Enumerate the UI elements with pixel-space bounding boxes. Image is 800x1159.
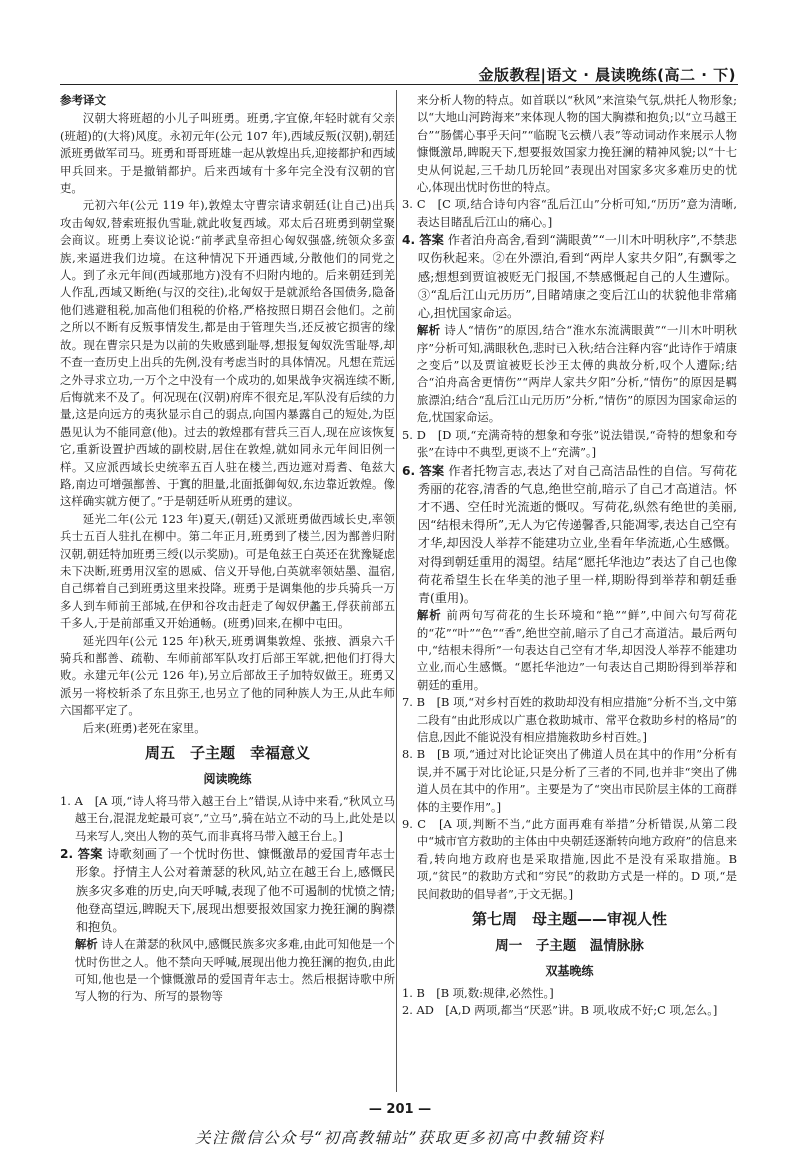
answer-7: 7. B [B 项,“对乡村百姓的救助却没有相应措施”分析不当,文中第二段有“由此形成以广惠仓救助城市、常平仓救助乡村的格局”的信息,因此不能说没有相应措施救助乡村百姓。] xyxy=(402,695,737,744)
translation-paragraph-4: 延光四年(公元 125 年)秋天,班勇调集敦煌、张掖、酒泉六千骑兵和鄯善、疏勒、车师前部军队攻打后部王军就,把他们打得大败。永建元年(公元 126 年),另立后部故王子加特奴做王。班勇又派另一将校斩杀了东且弥王,也另立了他的同种族人为王,从此车师六国都平定了。 xyxy=(60,633,395,718)
analysis-text: 诗人“情伤”的原因,结合“淮水东流满眼黄”“一川木叶明秋序”分析可知,满眼秋色,悲时已入秋;结合注释内容“此诗作于靖康之变后”以及贾谊被贬长沙王太傅的典故分析,叹个人遭际;结合“泊舟高舍更情伤”“两岸人家共夕阳”分析,“情伤”的原因是羁旅漂泊;结合“乱后江山元历历”分析,“情伤”的原因为国家命运的危,忧国家命运。 xyxy=(416,323,737,425)
answer-3: 3. C [C 项,结合诗句内容“乱后江山”分析可知,“历历”意为清晰,表达目睹乱后江山的痛心。] xyxy=(402,197,737,229)
answer-text: 诗歌刻画了一个忧时伤世、慷慨激昂的爱国青年志士形象。抒情主人公对着萧瑟的秋风,站立在越王台上,感慨民族多灾多难的历史,向天呼喊,表现了他不可遏制的忧愤之情;他登高望远,睥睨天下,展现出想要报效国家力挽狂澜的胸襟和抱负。 xyxy=(75,847,395,935)
analysis-continued: 来分析人物的特点。如首联以“秋风”来渲染气氛,烘托人物形象;以“大地山河跨海来”来体现人物的国大胸襟和抱负;以“立马越王台”“肠儒心事乎天问”“临睨飞云横八表”等动词动作来展示人物慷慨激昂,睥睨天下,想要报效国家力挽狂澜的精神风貌;以“十七史从何说起,三千劫几历轮回”表现出对国家多灾多难历史的忧心,体现出忧时伤世的特点。 xyxy=(416,93,737,195)
analysis-text: 前两句写荷花的生长环境和“艳”“鲜”,中间六句写荷花的“花”“叶”“色”“香”,绝世空前,暗示了自己才高道洁。最后两句中,“结根未得所”一句表达自己空有才华,却因没人举荐不能建功立业,而心生感慨。“愿托华池边”一句表达自己期盼得到举荐和朝廷的重用。 xyxy=(416,608,737,692)
translation-paragraph-3: 延光二年(公元 123 年)夏天,(朝廷)又派班勇做西域长史,率领兵士五百人驻扎在柳中。第二年正月,班勇到了楼兰,因为鄯善归附汉朝,朝廷特加班勇三绶(以示奖励)。可是龟兹王白英还在犹豫疑虑未下决断,班勇用汉室的恩威、信义开导他,白英就率领姑墨、温宿,自己绑着自己到班勇这里来投降。班勇于是调集他的步兵骑兵一万多人到车师前王部城,在伊和谷攻击赶走了匈奴伊蠡王,俘获前部五千多人,于是前部重又开始通畅。(班勇)回来,在柳中屯田。 xyxy=(60,511,395,631)
sub-heading: 周一 子主题 温情脉脉 xyxy=(495,938,644,955)
analysis-text: 诗人在萧瑟的秋风中,感慨民族多灾多难,由此可知他是一个忧时伤世之人。他不禁向天呼喊,展现出他力挽狂澜的抱负,由此可知,他也是一个慷慨激昂的爱国青年志士。然后根据诗歌中所写人物的行为、所写的景物等 xyxy=(74,937,395,1004)
sub-heading: 阅读晚练 xyxy=(203,772,252,787)
answer-6 xyxy=(402,462,737,608)
footer-note: 关注微信公众号“初高教辅站”获取更多初高中教辅资料 xyxy=(195,1129,605,1147)
right-column xyxy=(402,92,737,1092)
analysis-4 xyxy=(402,322,737,426)
sub-sub-heading: 双基晚练 xyxy=(545,964,594,979)
answer-2 xyxy=(60,845,395,936)
column-divider xyxy=(396,90,397,1092)
answer-text: 作者泊舟高舍,看到“满眼黄”“一川木叶明秋序”,不禁悲叹伤秋起来。②在外漂泊,看到“两岸人家共夕阳”,有飘零之感;想想到贾谊被贬无门报国,不禁感慨起自己的人生遭际。③“乱后江山元历历”,目睹靖康之变后江山的状貌他非常痛心,担忧国家命运。 xyxy=(417,233,737,321)
answer-label: 2. 答案 xyxy=(60,847,103,862)
translation-paragraph-1: 汉朝大将班超的小儿子叫班勇。班勇,字宜僚,年轻时就有父亲(班超)的(大将)风度。永初元年(公元 107 年),西域反叛(汉朝),朝廷派班勇做军司马。班勇和哥哥班雄一起从敦煌出兵,迎接都护和西域甲兵回来。于是撤销都护。后来西域有十多年完全没有汉朝的官吏。 xyxy=(60,111,395,196)
translation-paragraph-5: 后来(班勇)老死在家里。 xyxy=(82,720,206,735)
left-column xyxy=(60,92,395,1092)
answer-label: 6. 答案 xyxy=(402,463,445,478)
answer-8: 8. B [B 项,“通过对比论证突出了佛道人员在其中的作用”分析有误,并不属于对比论证,只是分析了三者的不同,也并非“突出了佛道人员在其中的作用”。主要是为了“突出市民阶层主体的工商群体的主要作用”。] xyxy=(402,747,737,814)
page-number: — 201 — xyxy=(368,1102,432,1117)
answer-5: 5. D [D 项,“充满奇特的想象和夸张”说法错误,“奇特的想象和夸张”在诗中不典型,更谈不上“充满”。] xyxy=(402,427,737,460)
analysis-label: 解析 xyxy=(74,937,98,952)
answer-basic-2: 2. AD [A,D 两项,都当“厌恶”讲。B 项,收成不好;C 项,怎么。] xyxy=(402,1003,718,1018)
analysis-6 xyxy=(402,607,737,694)
header-title: 金版教程|语文 · 晨读晚练(高二 · 下) xyxy=(478,66,736,84)
week-heading: 第七周 母主题——审视人性 xyxy=(471,910,667,929)
answer-9: 9. C [A 项,判断不当,“此方面再难有举措”分析错误,从第二段中“城市官方救助的主体由中央朝廷逐渐转向地方政府”的信息来看,转向地方政府也是采取措施,因此不是没有采取措施。B 项,“贫民”的救助方式和“穷民”的救助方式是一样的。D 项,“是民间救助的倡导者”,于文无据。] xyxy=(402,817,737,901)
week-heading: 周五 子主题 幸福意义 xyxy=(144,744,310,763)
header-rule xyxy=(60,84,738,85)
answer-basic-1: 1. B [B 项,数:规律,必然性。] xyxy=(402,986,554,1001)
answer-label: 4. 答案 xyxy=(402,233,444,248)
analysis-2 xyxy=(60,936,395,1006)
answer-4 xyxy=(402,231,737,322)
section-label: 参考译文 xyxy=(60,93,106,107)
analysis-label: 解析 xyxy=(416,323,441,338)
translation-paragraph-2: 元初六年(公元 119 年),敦煌太守曹宗请求朝廷(让自己)出兵攻击匈奴,替索班报仇雪耻,就此收复西域。邓太后召班勇到朝堂聚会商议。班勇上奏议论说:“前孝武皇帝担心匈奴强盛,统领众多蛮族,来逼进我们边境。在这种情况下开通西域,分散他们的同党之人。到了永元年间(西域那地方)没有不归附内地的。后来朝廷到羌人作乱,西域又断绝(与汉的交往),北匈奴于是就派给各国债务,隐备他们逃避租税,加高他们租税的价格,严格按照日期召会他们。之前之所以不断有反叛事情发生,都是由于管理失当,还反被它损害的缘故。现在曹宗只是为以前的失败感到耻辱,想报复匈奴洗雪耻辱,却不查一查历史上出兵的先例,没有考虑当时的具体情况。凡想在荒远之外寻求立功,一万个之中没有一个成功的,如果战争灾祸连续不断,后悔就来不及了。何况现在(汉朝)府库不很充足,军队没有后续的力量,这是向远方的夷狄显示自己的弱点,向国内暴露自己的短处,为臣愚见认为不能同意(他)。过去的敦煌郡有营兵三百人,现在应该恢复它,重新设置护西域的副校尉,居住在敦煌,就如同永元年间旧例一样。又应派西域长史统率五百人驻在楼兰,西边遮对焉耆、龟兹大路,南边可增强鄯善、于窴的胆量,北面抵御匈奴,东边靠近敦煌。像这样确实就方便了。”于是朝廷听从班勇的建议。 xyxy=(60,198,395,509)
answer-text: 作者托物言志,表达了对自己高洁品性的自信。写荷花秀丽的花容,清香的气息,绝世空前,暗示了自己才高道洁。怀才不遇、空任时光流逝的慨叹。写荷花,纵然有绝世的美丽,因“结根未得所”,无人为它传递馨香,只能凋零,表达自己空有才华,却因没人举荐不能建功立业,坐看年华流逝,心生感慨。对得到朝廷重用的渴望。结尾“愿托华池边”表达了自己也像荷花希望生长在华美的池子里一样,期盼得到举荐和朝廷垂青(重用)。 xyxy=(417,463,737,605)
analysis-label: 解析 xyxy=(416,608,442,623)
answer-1: 1. A [A 项,“诗人将马带入越王台上”错误,从诗中来看,“秋风立马越王台,混混龙蛇最可哀”,“立马”,骑在站立不动的马上,此处是以马来写人,突出人物的英气,而非真将马带入越王台上。] xyxy=(60,794,395,843)
